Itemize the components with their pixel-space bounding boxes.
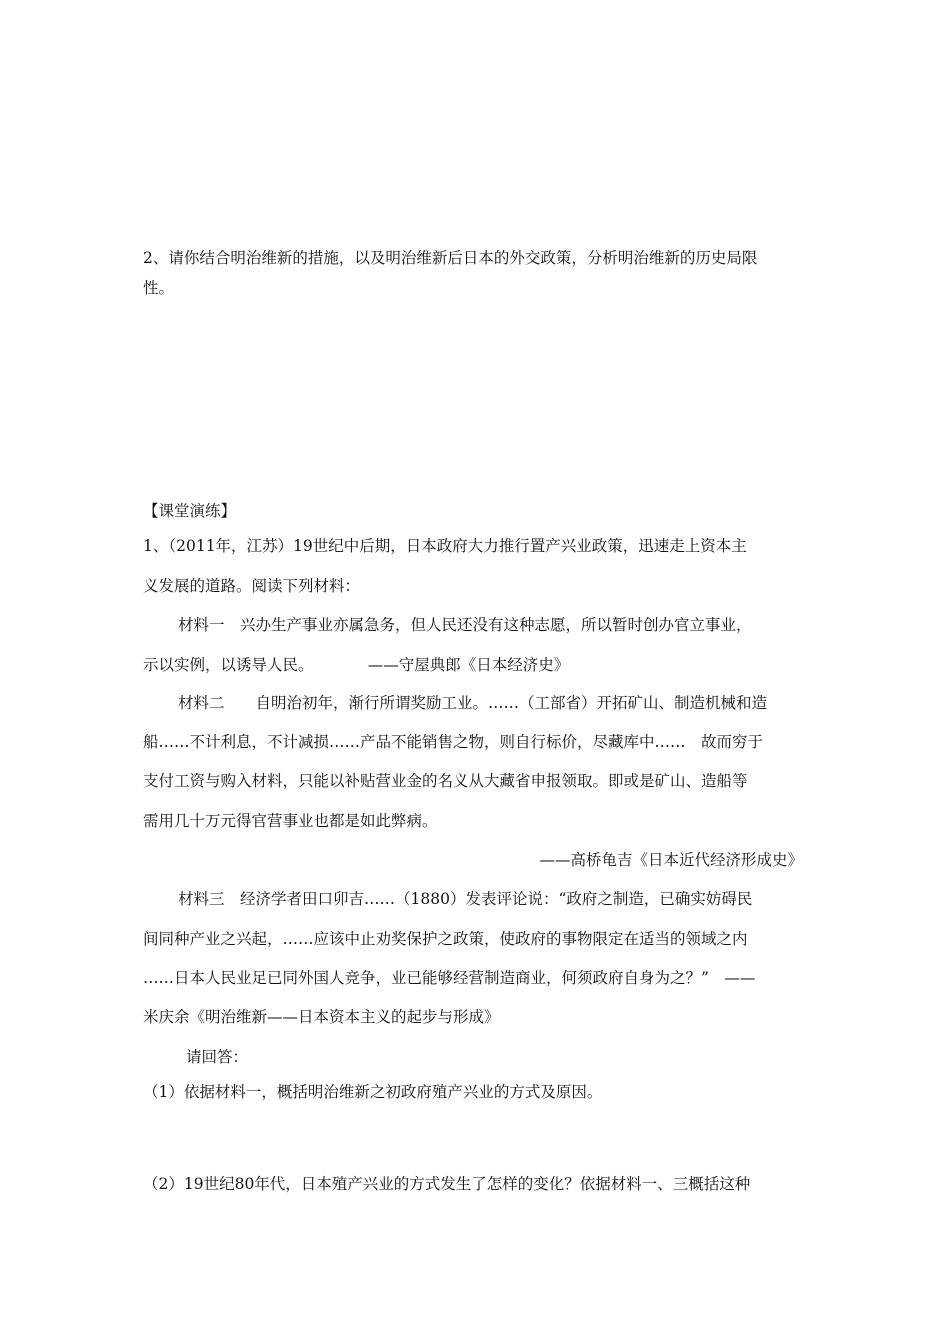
material-3-line-3: ……日本人民业足已同外国人竞争，业已能够经营制造商业，何须政府自身为之？” —— [143, 969, 756, 987]
material-2-source: ——高桥龟吉《日本近代经济形成史》 [539, 851, 803, 869]
question-2-line-1: 2、请你结合明治维新的措施，以及明治维新后日本的外交政策，分析明治维新的历史局限 [143, 249, 758, 267]
material-2-line-3: 支付工资与购入材料，只能以补贴营业金的名义从大藏省申报领取。即或是矿山、造船等 [143, 772, 748, 790]
material-3-line-4: 米庆余《明治维新——日本资本主义的起步与形成》 [143, 1008, 500, 1026]
question-2-line-2: 性。 [143, 279, 175, 297]
material-3-line-2: 间同种产业之兴起，……应该中止劝奖保护之政策，使政府的事物限定在适当的领域之内 [143, 930, 748, 948]
material-2-line-4: 需用几十万元得官营事业也都是如此弊病。 [143, 812, 438, 830]
sub-question-2: （2）19世纪80年代，日本殖产兴业的方式发生了怎样的变化？依据材料一、三概括这种 [143, 1175, 751, 1193]
material-2-line-1: 材料二 自明治初年，渐行所谓奖励工业。……（工部省）开拓矿山、制造机械和造 [178, 694, 768, 712]
material-1-line-1: 材料一 兴办生产事业亦属急务，但人民还没有这种志愿，所以暂时创办官立事业， [178, 616, 752, 634]
section-heading: 【课堂演练】 [143, 502, 237, 520]
material-3-line-1: 材料三 经济学者田口卯吉……（1880）发表评论说：“政府之制造，已确实妨碍民 [178, 890, 753, 908]
answer-prompt: 请回答： [186, 1048, 249, 1066]
exercise-1-stem-line-1: 1、（2011年，江苏）19世纪中后期，日本政府大力推行置产兴业政策，迅速走上资本主 [143, 537, 747, 555]
material-1-line-2: 示以实例，以诱导人民。 ——守屋典郎《日本经济史》 [143, 656, 570, 674]
sub-question-1: （1）依据材料一，概括明治维新之初政府殖产兴业的方式及原因。 [143, 1083, 603, 1101]
exercise-1-stem-line-2: 义发展的道路。阅读下列材料： [143, 577, 361, 595]
material-2-line-2: 船……不计利息，不计减损……产品不能销售之物，则自行标价，尽藏库中…… 故而穷于 [143, 733, 764, 751]
